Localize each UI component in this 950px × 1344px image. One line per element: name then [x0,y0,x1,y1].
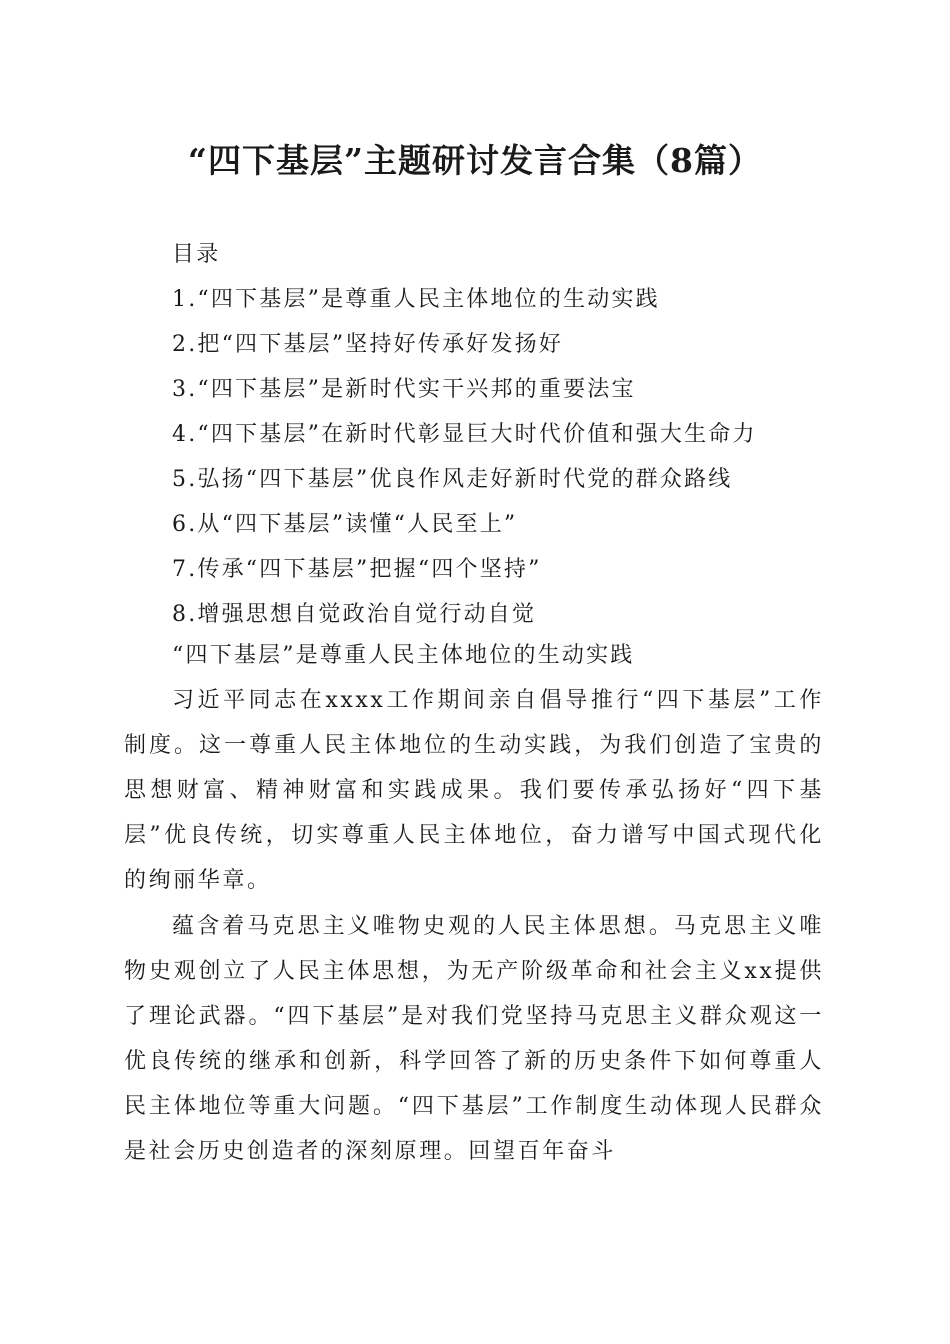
toc-item: 6.从“四下基层”读懂“人民至上” [172,512,518,537]
body-paragraph: 蕴含着马克思主义唯物史观的人民主体思想。马克思主义唯物史观创立了人民主体思想，为无产阶级革命和社会主义xx提供了理论武器。“四下基层”是对我们党坚持马克思主义群众观这一优良传统的继承和创新，科学回答了新的历史条件下如何尊重人民主体地位等重大问题。“四下基层”工作制度生动体现人民群众是社会历史创造者的深刻原理。回望百年奋斗 [124,914,824,1164]
toc-item: 4.“四下基层”在新时代彰显巨大时代价值和强大生命力 [172,422,757,447]
toc-item: 8.增强思想自觉政治自觉行动自觉 [172,602,537,627]
toc-heading: 目录 [172,242,221,267]
toc-item: 7.传承“四下基层”把握“四个坚持” [172,557,542,582]
document-title: “四下基层”主题研讨发言合集（8篇） [188,141,762,180]
toc-item: 5.弘扬“四下基层”优良作风走好新时代党的群众路线 [172,467,733,492]
table-of-contents [172,232,757,637]
section-heading: “四下基层”是尊重人民主体地位的生动实践 [172,643,635,668]
toc-item: 2.把“四下基层”坚持好传承好发扬好 [172,332,564,357]
toc-item: 3.“四下基层”是新时代实干兴邦的重要法宝 [172,377,636,402]
body-paragraph: 习近平同志在xxxx工作期间亲自倡导推行“四下基层”工作制度。这一尊重人民主体地位的生动实践，为我们创造了宝贵的思想财富、精神财富和实践成果。我们要传承弘扬好“四下基层”优良传统，切实尊重人民主体地位，奋力谱写中国式现代化的绚丽华章。 [124,688,824,893]
toc-item: 1.“四下基层”是尊重人民主体地位的生动实践 [172,287,660,312]
